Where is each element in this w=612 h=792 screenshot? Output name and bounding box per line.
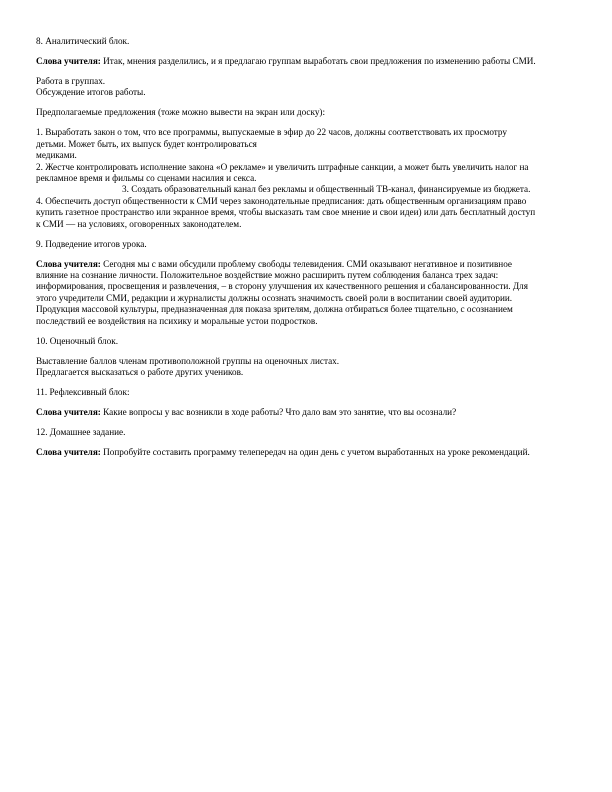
document-page [36, 36, 576, 467]
teacher-text: Итак, мнения разделились, и я предлагаю группам выработать свои предложения по изменению работы СМИ. [100, 56, 536, 66]
section-8-heading [36, 36, 576, 47]
proposal-line: медиками. [36, 150, 77, 161]
section-12-teacher-words [36, 447, 576, 458]
section-8-proposals-intro [36, 107, 576, 118]
teacher-text: Попробуйте составить программу телепередач на один день с учетом выработанных на уроке рекомендаций. [100, 447, 530, 458]
section-10-heading [36, 336, 576, 347]
proposal-line: к СМИ — на условиях, оговоренных законодателем. [36, 218, 242, 229]
section-heading-text: 12. Домашнее задание. [36, 427, 126, 438]
section-10-body [36, 356, 576, 379]
paragraph-line: Предлагается высказаться о работе других учеников. [36, 367, 244, 378]
paragraph-line: последствий ее воздействия на психику и моральные устои подростков. [36, 315, 318, 326]
section-heading-text: 9. Подведение итогов урока. [36, 238, 147, 249]
teacher-words-line [36, 56, 576, 67]
teacher-label: Слова учителя: [36, 56, 101, 66]
teacher-label: Слова учителя: [36, 407, 101, 418]
teacher-text: Сегодня мы с вами обсудили проблему свободы телевидения. СМИ оказывают негативное и позитивное [100, 258, 512, 269]
teacher-label: Слова учителя: [36, 258, 101, 269]
section-11-heading [36, 387, 576, 398]
proposal-line: 3. Создать образовательный канал без рекламы и общественный ТВ-канал, финансируемые из бюджета. [122, 184, 531, 195]
proposal-line: рекламное время и фильмы со сценами насилия и секса. [36, 173, 257, 184]
paragraph-line: Предполагаемые предложения (тоже можно вывести на экран или доску): [36, 107, 326, 118]
section-9-heading [36, 239, 576, 250]
paragraph-line: информирования, просвещения и развлечения, – в сторону улучшения их качественного решения и сбалансированности. Для [36, 281, 528, 292]
section-8-group-work [36, 76, 576, 99]
section-9-teacher-words [36, 259, 576, 327]
teacher-words-line [36, 259, 576, 270]
paragraph-line: Работа в группах. [36, 76, 106, 86]
paragraph-line: Продукция массовой культуры, предназначенная для показа зрителям, должна отбираться более тщательно, с осознанием [36, 304, 513, 315]
paragraph-line: этого учредители СМИ, редакции и журналисты должны осознать значимость своей роли в воспитании своей аудитории. [36, 292, 513, 303]
proposals-list [36, 127, 576, 230]
proposal-line: 4. Обеспечить доступ общественности к СМИ через законодательные предписания: дать общественным организациям право [36, 195, 527, 206]
proposal-line: 2. Жестче контролировать исполнение закона «О рекламе» и увеличить штрафные санкции, а может быть увеличить налог на [36, 161, 529, 172]
teacher-label: Слова учителя: [36, 447, 101, 458]
proposal-line: 1. Выработать закон о том, что все программы, выпускаемые в эфир до 22 часов, должны соответствовать их просмотру [36, 127, 508, 138]
paragraph-line: Обсуждение итогов работы. [36, 87, 146, 98]
paragraph-line: влияние на сознание личности. Положительное воздействие можно расширить путем соблюдения баланса трех задач: [36, 270, 499, 281]
teacher-text: Какие вопросы у вас возникли в ходе работы? Что дало вам это занятие, что вы осознали? [100, 407, 457, 418]
section-heading-text: 10. Оценочный блок. [36, 335, 118, 346]
section-11-teacher-words [36, 407, 576, 418]
paragraph-line: Выставление баллов членам противоположной группы на оценочных листах. [36, 355, 340, 366]
section-12-heading [36, 427, 576, 438]
section-heading-text: 11. Рефлексивный блок: [36, 387, 130, 398]
teacher-words-line [36, 407, 576, 418]
teacher-words-line [36, 447, 576, 458]
proposal-line: детьми. Может быть, их выпуск будет контролироваться [36, 138, 257, 149]
section-heading-text: 8. Аналитический блок. [36, 36, 130, 46]
section-8-teacher-words [36, 56, 576, 67]
proposal-line: купить газетное пространство или экранное время, чтобы высказать там свое мнение и свои идеи) или дать бесплатный доступ [36, 207, 536, 218]
